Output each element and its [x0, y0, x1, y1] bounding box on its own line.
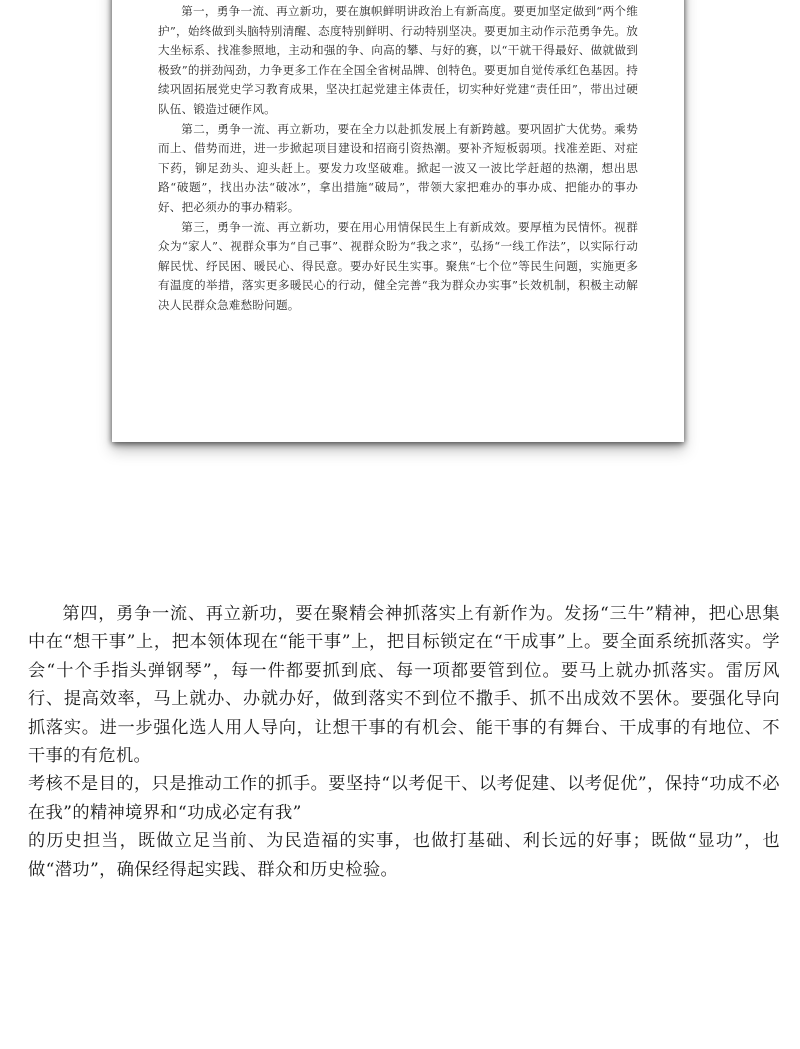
body-text: [28, 600, 780, 884]
page-paragraph-1: 第一，勇争一流、再立新功，要在旗帜鲜明讲政治上有新高度。要更加坚定做到“两个维护”，始终做到头脑特别清醒、态度特别鲜明、行动特别坚决。要更加主动作示范勇争先。放大坐标系、找准参照地，主动和强的争、向高的攀、与好的赛，以“干就干得最好、做就做到极致”的拼劲闯劲，力争更多工作在全国全省树品牌、创特色。要更加自觉传承红色基因。持续巩固拓展党史学习教育成果，坚决扛起党建主体责任，切实种好党建“责任田”，带出过硬队伍、锻造过硬作风。: [158, 4, 638, 116]
document-page-card: [112, 0, 684, 442]
body-paragraph-5a: 考核不是目的，只是推动工作的抓手。要坚持“以考促干、以考促建、以考促优”，保持“功成不必在我”的精神境界和“功成必定有我”: [28, 774, 780, 823]
document-page-text: [158, 2, 638, 316]
page-paragraph-3: 第三，勇争一流、再立新功，要在用心用情保民生上有新成效。要厚植为民情怀。视群众为“家人”、视群众事为“自己事”、视群众盼为“我之求”，弘扬“一线工作法”，以实际行动解民忧、纾民困、暖民心、得民意。要办好民生实事。聚焦“七个位”等民生问题，实施更多有温度的举措，落实更多暖民心的行动，健全完善“我为群众办实事”长效机制，积极主动解决人民群众急难愁盼问题。: [158, 219, 638, 312]
body-paragraph-4: 第四，勇争一流、再立新功，要在聚精会神抓落实上有新作为。发扬“三牛”精神，把心思集中在“想干事”上，把本领体现在“能干事”上，把目标锁定在“干成事”上。要全面系统抓落实。学会“十个手指头弹钢琴”，每一件都要抓到底、每一项都要管到位。要马上就办抓落实。雷厉风行、提高效率，马上就办、办就办好，做到落实不到位不撒手、抓不出成效不罢休。要强化导向抓落实。进一步强化选人用人导向，让想干事的有机会、能干事的有舞台、干成事的有地位、不干事的有危机。: [28, 604, 780, 767]
page-paragraph-2: 第二，勇争一流、再立新功，要在全力以赴抓发展上有新跨越。要巩固扩大优势。乘势而上、借势而进，进一步掀起项目建设和招商引资热潮。要补齐短板弱项。找准差距、对症下药，铆足劲头、迎头赶上。要发力攻坚破难。掀起一波又一波比学赶超的热潮，想出思路“破题”，找出办法“破冰”，拿出措施“破局”，带领大家把难办的事办成、把能办的事办好、把必须办的事办精彩。: [158, 121, 638, 214]
body-paragraph-5b: 的历史担当，既做立足当前、为民造福的实事，也做打基础、利长远的好事；既做“显功”，也做“潜功”，确保经得起实践、群众和历史检验。: [28, 831, 780, 880]
